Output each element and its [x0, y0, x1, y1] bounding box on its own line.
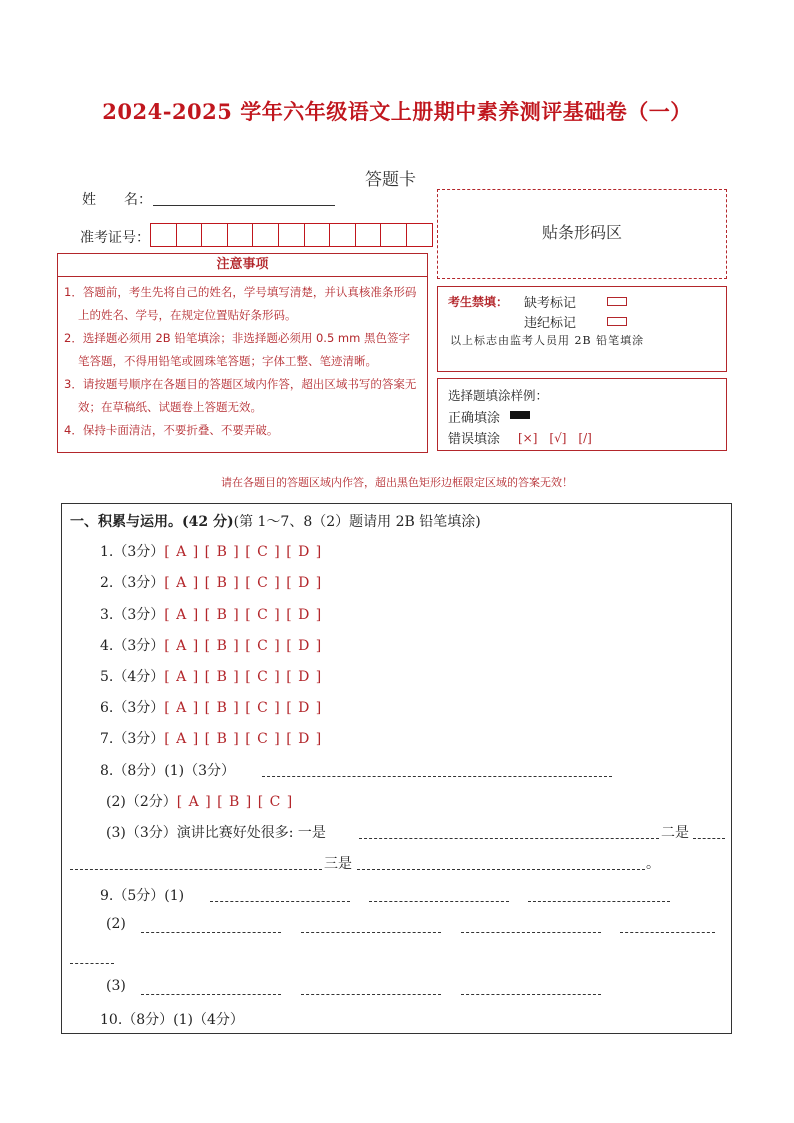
notice-item: 1．答题前，考生先将自己的姓名，学号填写清楚，并认真核准条形码上的姓名、学号，在规定位置贴好条形码。: [64, 285, 417, 322]
question-row: [100, 635, 322, 655]
section-heading: [70, 511, 481, 531]
exam-number-boxes[interactable]: [150, 223, 433, 247]
question-9-3-label: (3): [106, 978, 126, 994]
question-row: [100, 572, 322, 592]
barcode-area: 贴条形码区: [437, 189, 727, 279]
digit-box[interactable]: [355, 223, 381, 247]
exam-number-label: 准考证号：: [80, 230, 150, 246]
question-10-label: 10.（8分）(1)（4分）: [100, 1012, 244, 1028]
digit-box[interactable]: [252, 223, 278, 247]
question-row: [100, 541, 322, 561]
notice-item: 3．请按题号顺序在各题目的答题区域内作答，超出区域书写的答案无效；在草稿纸、试题卷上答题无效。: [64, 377, 417, 414]
question-label: 2.（3分）: [100, 575, 165, 591]
violation-mark-label: 违纪标记: [524, 316, 577, 331]
answer-blank[interactable]: [369, 900, 509, 902]
choice-options[interactable]: [ A ] [ B ] [ C ] [ D ]: [164, 638, 323, 654]
answer-blank[interactable]: [359, 837, 659, 839]
absent-mark-box[interactable]: [607, 297, 627, 306]
section-instruction: (第 1～7、8（2）题请用 2B 铅笔填涂): [233, 514, 481, 530]
notice-box: [57, 253, 428, 453]
digit-box[interactable]: [329, 223, 355, 247]
question-label: 5.（4分）: [100, 669, 165, 685]
question-row: [100, 697, 322, 717]
answer-blank[interactable]: [461, 993, 601, 995]
question-row: [100, 666, 322, 686]
question-label: 4.（3分）: [100, 638, 165, 654]
forbid-label: 考生禁填：: [448, 295, 509, 309]
answer-blank[interactable]: [301, 931, 441, 933]
absent-mark-label: 缺考标记: [524, 296, 577, 311]
digit-box[interactable]: [380, 223, 406, 247]
question-label: 1.（3分）: [100, 544, 165, 560]
question-row: [100, 728, 322, 748]
question-8-row: [100, 760, 235, 780]
answer-blank[interactable]: [70, 868, 322, 870]
digit-box[interactable]: [150, 223, 176, 247]
notice-item: 4．保持卡面清洁，不要折叠、不要弄破。: [64, 423, 279, 437]
sentence-end: 。: [646, 856, 660, 872]
question-9-2-label: (2): [106, 916, 126, 932]
answer-blank[interactable]: [528, 900, 670, 902]
answer-blank[interactable]: [141, 931, 281, 933]
answer-blank[interactable]: [141, 993, 281, 995]
answer-blank[interactable]: [357, 868, 645, 870]
section-title: 一、积累与运用。(42 分): [70, 514, 234, 530]
forbid-note: 以上标志由监考人员用 2B 铅笔填涂: [450, 334, 645, 347]
page-title: 2024-2025 学年六年级语文上册期中素养测评基础卷（一）: [102, 99, 692, 124]
question-label: (2)（2分）: [106, 794, 177, 810]
choice-options[interactable]: [ A ] [ B ] [ C ] [ D ]: [164, 731, 323, 747]
wrong-fill-samples: [×] [√] [/]: [518, 431, 592, 445]
choice-options[interactable]: [ A ] [ B ] [ C ] [ D ]: [164, 669, 323, 685]
wrong-fill-label: 错误填涂: [448, 432, 501, 447]
digit-box[interactable]: [176, 223, 202, 247]
answer-blank[interactable]: [461, 931, 601, 933]
choice-options[interactable]: [ A ] [ B ] [ C ] [ D ]: [164, 700, 323, 716]
question-label: 6.（3分）: [100, 700, 165, 716]
answer-blank[interactable]: [70, 962, 114, 964]
choice-options[interactable]: [ A ] [ B ] [ C ] [ D ]: [164, 544, 323, 560]
second-point-label: 二是: [661, 825, 689, 841]
question-row: [100, 604, 322, 624]
violation-mark-box[interactable]: [607, 317, 627, 326]
answer-area-warning: 请在各题目的答题区域内作答，超出黑色矩形边框限定区域的答案无效！: [221, 476, 573, 489]
digit-box[interactable]: [406, 223, 433, 247]
question-8-3-label: (3)（3分）演讲比赛好处很多: 一是: [106, 825, 326, 841]
question-label: 8.（8分）(1)（3分）: [100, 763, 236, 779]
answer-blank[interactable]: [620, 931, 715, 933]
digit-box[interactable]: [304, 223, 330, 247]
answer-blank[interactable]: [210, 900, 350, 902]
answer-blank[interactable]: [693, 837, 725, 839]
notice-title: 注意事项: [58, 254, 427, 277]
question-label: 3.（3分）: [100, 607, 165, 623]
digit-box[interactable]: [278, 223, 304, 247]
choice-options[interactable]: [ A ] [ B ] [ C ] [ D ]: [164, 575, 323, 591]
sample-title: 选择题填涂样例：: [448, 388, 549, 403]
name-label: 姓 名：: [82, 192, 152, 208]
choice-options[interactable]: [ A ] [ B ] [ C ] [ D ]: [164, 607, 323, 623]
correct-fill-sample: [510, 411, 530, 419]
examiner-only-box: [437, 286, 727, 372]
digit-box[interactable]: [227, 223, 253, 247]
question-8-2-row: [106, 791, 293, 811]
choice-options[interactable]: [ A ] [ B ] [ C ]: [176, 794, 294, 810]
digit-box[interactable]: [201, 223, 227, 247]
correct-fill-label: 正确填涂: [448, 411, 501, 426]
fill-sample-box: [437, 378, 727, 451]
answer-blank[interactable]: [301, 993, 441, 995]
answer-card-title: 答题卡: [365, 170, 416, 190]
third-point-label: 三是: [324, 856, 352, 872]
question-label: 7.（3分）: [100, 731, 165, 747]
notice-item: 2．选择题必须用 2B 铅笔填涂；非选择题必须用 0.5 mm 黑色签字笔答题，不得用铅笔或圆珠笔答题；字体工整、笔迹清晰。: [64, 331, 410, 368]
answer-blank[interactable]: [262, 775, 612, 777]
question-9-label: 9.（5分）(1): [100, 888, 185, 904]
name-field[interactable]: [153, 204, 335, 206]
